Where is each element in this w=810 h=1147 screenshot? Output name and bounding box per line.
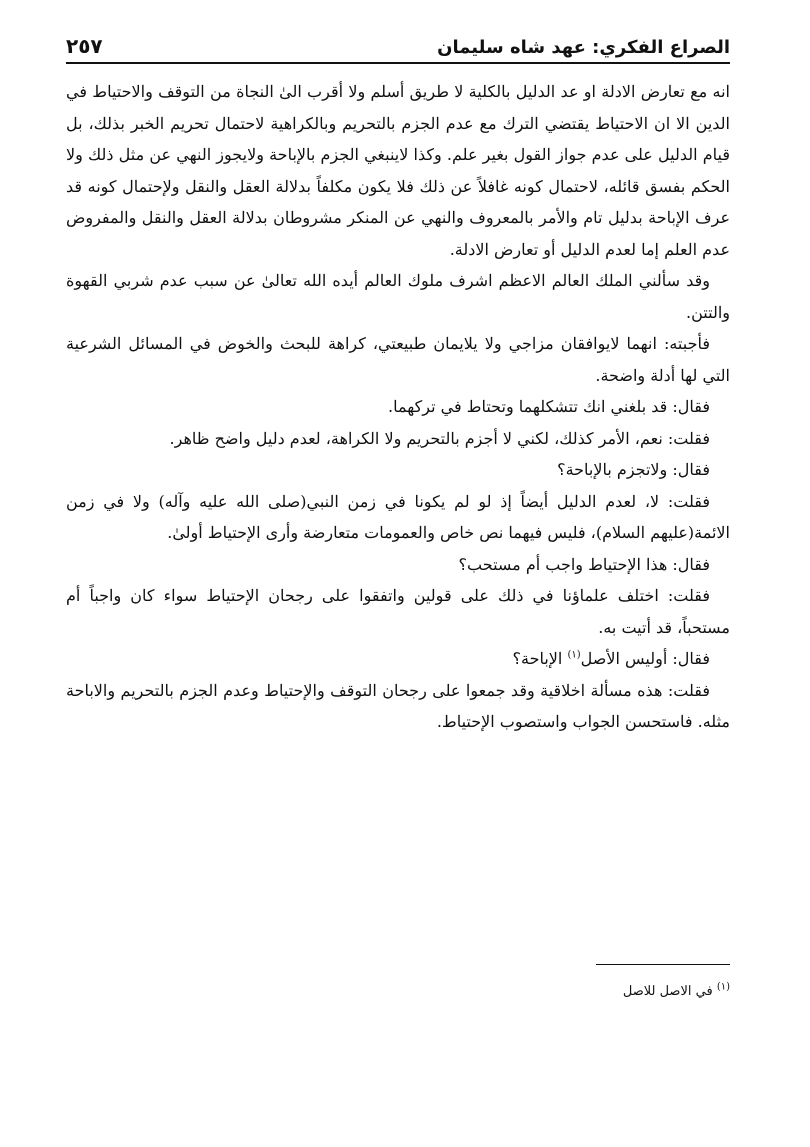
running-title: الصراع الفكري: عهد شاه سليمان	[437, 37, 730, 58]
paragraph	[66, 643, 730, 675]
paragraph: فقلت: لا، لعدم الدليل أيضاً إذ لو لم يكونا في زمن النبي(صلى الله عليه وآله) ولا في زمن الائمة(عليهم السلام)، فليس فيهما نص خاص والعمومات متعارضة وأرى الإحتياط أولىٰ.	[66, 491, 730, 542]
footnote-divider	[596, 964, 730, 965]
paragraph: فقال: قد بلغني انك تتشكلهما وتحتاط في تركهما.	[388, 397, 710, 416]
footnote	[623, 982, 730, 1002]
paragraph: فقال: هذا الإحتياط واجب أم مستحب؟	[458, 554, 710, 574]
paragraph-text: الإباحة؟	[512, 649, 568, 668]
main-text	[66, 76, 730, 738]
paragraph: فقال: ولاتجزم بالإباحة؟	[557, 460, 710, 479]
footnote-reference[interactable]: (١)	[567, 649, 581, 661]
paragraph: فقلت: نعم، الأمر كذلك، لكني لا أجزم بالتحريم ولا الكراهة، لعدم دليل واضح ظاهر.	[169, 428, 710, 448]
paragraph: وقد سألني الملك العالم الاعظم اشرف ملوك العالم أيده الله تعالىٰ عن سبب عدم شربي القهوة والتتن.	[66, 271, 730, 322]
paragraph: انه مع تعارض الادلة او عد الدليل بالكلية لا طريق أسلم ولا أقرب الىٰ النجاة من التوقف والاحتياط في الدين الا ان الاحتياط يقتضي الترك مع عدم الجزم بالتحريم وبالكراهية لاحتمال تحريم الخبر بذلك، بل قيام الدليل على عدم جواز القول بغير علم. وكذا لاينبغي الجزم بالإباحة ولايجوز النهي عن مثل ذلك ولا الحكم بفسق قائله، لاحتمال كونه غافلاً عن ذلك فلا يكون مكلفاً بدلالة العقل والنقل ولإحتمال كونه قد عرف الإباحة بدليل تام والأمر بالمعروف والنهي عن المنكر مشروطان بدلالة العقل والنقل والمفروض عدم العلم إما لعدم الدليل أو تعارض الادلة.	[66, 82, 731, 259]
paragraph: فقلت: هذه مسألة اخلاقية وقد جمعوا على رجحان التوقف والإحتياط وعدم الجزم بالتحريم والاباحة مثله. فاستحسن الجواب واستصوب الإحتياط.	[66, 680, 730, 731]
page-number: ٢٥٧	[66, 34, 103, 58]
paragraph-text: فقال: أوليس الأصل	[580, 649, 710, 668]
paragraph: فقلت: اختلف علماؤنا في ذلك على قولين واتفقوا على رجحان الإحتياط سواء كان واجباً أم مستحباً، قد أتيت به.	[66, 586, 730, 637]
footnote-number: (١)	[716, 981, 730, 993]
footnote-text: في الاصل للاصل	[622, 984, 717, 999]
paragraph: فأجبته: انهما لايوافقان مزاجي ولا يلايمان طبيعتي، كراهة للبحث والخوض في المسائل الشرعية التي لها أدلة واضحة.	[66, 334, 730, 385]
page-header	[66, 26, 730, 64]
book-page	[66, 26, 730, 1126]
